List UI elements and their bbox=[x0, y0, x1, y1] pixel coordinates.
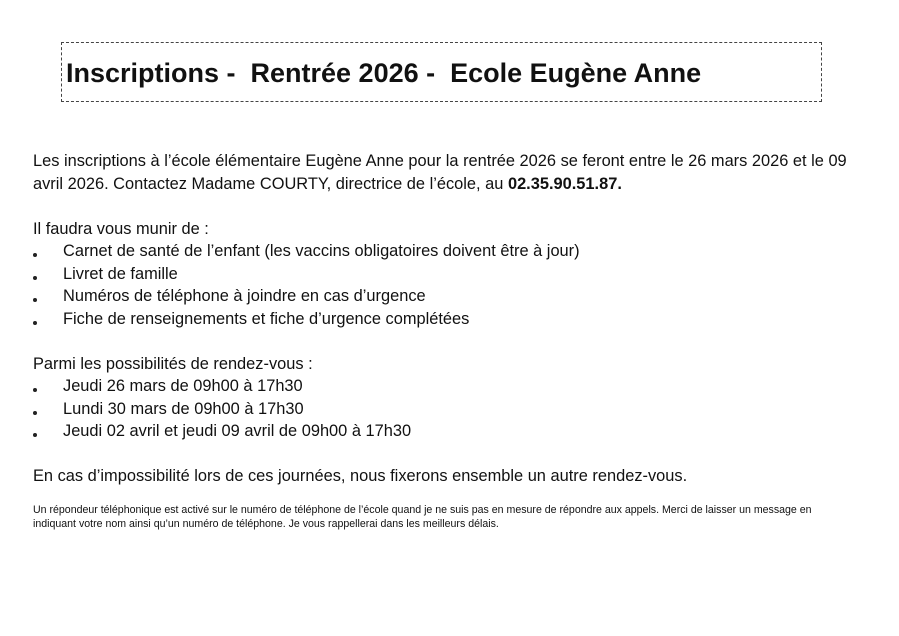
bullet-icon bbox=[33, 253, 37, 257]
list-item-text: Lundi 30 mars de 09h00 à 17h30 bbox=[63, 399, 304, 418]
spacer bbox=[33, 195, 853, 218]
answering-machine-note: Un répondeur téléphonique est activé sur le numéro de téléphone de l’école quand je ne suis pas en mesure de répondre aux appels. Merci de laisser un message en indiquant votre nom ainsi qu’un numéro de téléphone. Je vous rappellerai dans les meilleurs délais. bbox=[33, 503, 812, 530]
intro-paragraph bbox=[33, 150, 853, 195]
intro-text: Les inscriptions à l’école élémentaire Eugène Anne pour la rentrée 2026 se feront entre le 26 mars 2026 et le 09 avril 2026. Contactez Madame COURTY, directrice de l’école, au bbox=[33, 152, 847, 193]
list-item-text: Jeudi 26 mars de 09h00 à 17h30 bbox=[63, 377, 303, 395]
list-item bbox=[33, 285, 853, 308]
appointments-heading: Parmi les possibilités de rendez-vous : bbox=[33, 354, 313, 373]
list-item-text: Jeudi 02 avril et jeudi 09 avril de 09h00 à 17h30 bbox=[63, 422, 412, 440]
list-item bbox=[33, 398, 853, 421]
list-item-text: Numéros de téléphone à joindre en cas d’urgence bbox=[63, 287, 426, 305]
closing-paragraph: En cas d’impossibilité lors de ces journées, nous fixerons ensemble un autre rendez-vous. bbox=[33, 467, 688, 485]
list-item bbox=[33, 240, 853, 263]
documents-list bbox=[33, 240, 853, 330]
list-item-text: Fiche de renseignements et fiche d’urgence complétées bbox=[63, 309, 470, 328]
documents-heading: Il faudra vous munir de : bbox=[33, 219, 209, 238]
bullet-icon bbox=[33, 433, 37, 437]
page-title: Inscriptions - Rentrée 2026 - Ecole Eugène Anne bbox=[66, 58, 702, 88]
spacer bbox=[33, 330, 853, 353]
list-item bbox=[33, 375, 853, 398]
bullet-icon bbox=[33, 388, 37, 392]
bullet-icon bbox=[33, 411, 37, 415]
list-item-text: Carnet de santé de l’enfant (les vaccins obligatoires doivent être à jour) bbox=[63, 242, 580, 260]
list-item bbox=[33, 420, 853, 443]
list-item bbox=[33, 263, 853, 286]
school-phone-number: 02.35.90.51.87. bbox=[507, 174, 622, 193]
appointments-list bbox=[33, 375, 853, 443]
list-item-text: Livret de famille bbox=[63, 264, 178, 283]
bullet-icon bbox=[33, 298, 37, 302]
spacer bbox=[33, 443, 853, 466]
bullet-icon bbox=[33, 276, 37, 280]
list-item bbox=[33, 308, 853, 331]
bullet-icon bbox=[33, 321, 37, 325]
title-box bbox=[61, 42, 822, 102]
document-body bbox=[33, 150, 853, 531]
